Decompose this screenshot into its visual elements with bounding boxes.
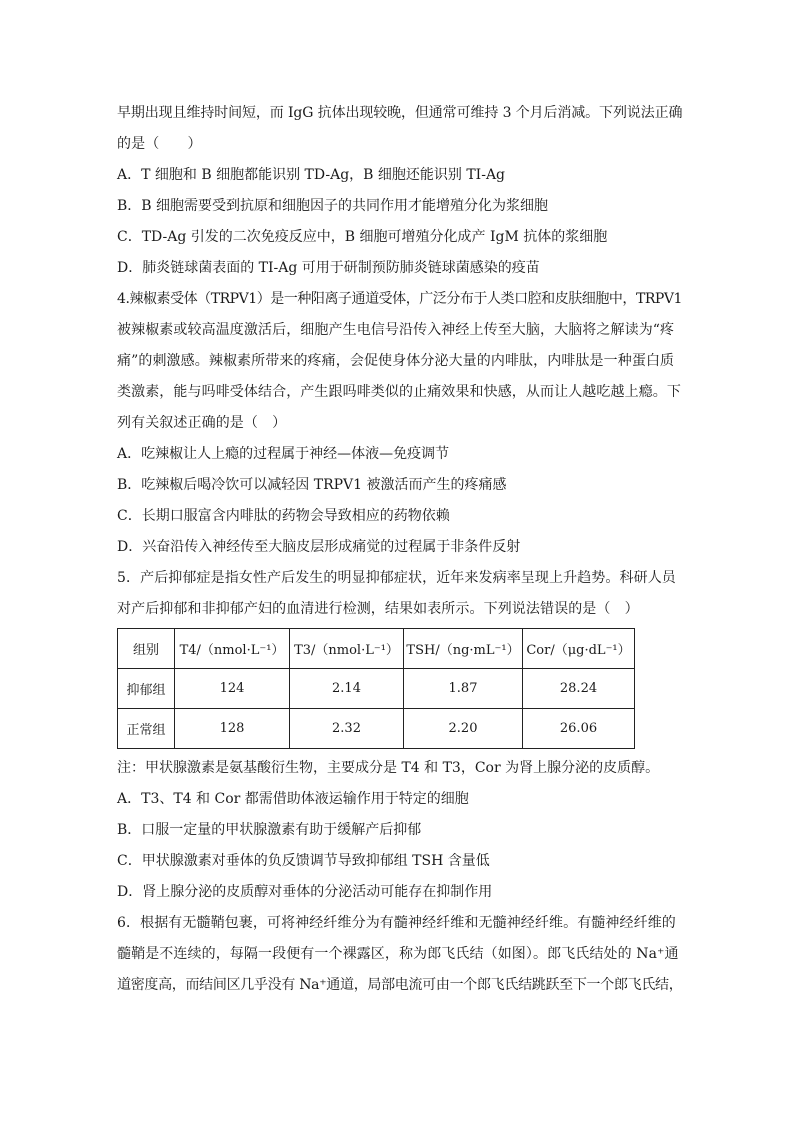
table-cell: 28.24: [523, 669, 635, 709]
q5-option-a: A．T3、T4 和 Cor 都需借助体液运输作用于特定的细胞: [117, 791, 469, 807]
table-cell: 2.14: [290, 669, 404, 709]
q4-option-c: C．长期口服富含内啡肽的药物会导致相应的药物依赖: [117, 508, 450, 524]
q4-stem-line-5: 列有关叙述正确的是（ ）: [117, 415, 287, 431]
q5-option-c: C．甲状腺激素对垂体的负反馈调节导致抑郁组 TSH 含量低: [117, 853, 490, 869]
q6-stem-line-3: 道密度高，而结间区几乎没有 Na⁺通道，局部电流可由一个郎飞氏结跳跃至下一个郎飞氏结，: [117, 977, 683, 993]
table-cell: 128: [175, 709, 290, 749]
q3-option-d: D．肺炎链球菌表面的 TI-Ag 可用于研制预防肺炎链球菌感染的疫苗: [117, 260, 540, 276]
table-header-cell: TSH/（ng·mL⁻¹）: [404, 629, 523, 669]
table-header-cell: T3/（nmol·L⁻¹）: [290, 629, 404, 669]
q3-option-a: A．T 细胞和 B 细胞都能识别 TD-Ag，B 细胞还能识别 TI-Ag: [117, 167, 506, 183]
q4-stem-line-2: 被辣椒素或较高温度激活后，细胞产生电信号沿传入神经上传至大脑，大脑将之解读为“疼: [117, 322, 675, 338]
table-cell: 124: [175, 669, 290, 709]
q4-option-a: A．吃辣椒让人上瘾的过程属于神经—体液—免疫调节: [117, 446, 450, 462]
q4-stem-line-1: 4.辣椒素受体（TRPV1）是一种阳离子通道受体，广泛分布于人类口腔和皮肤细胞中，TRPV1: [117, 291, 682, 307]
q3-stem-line-2: 的是（ ）: [117, 136, 202, 152]
question-6: [117, 908, 687, 1001]
q4-stem-line-4: 类激素，能与吗啡受体结合，产生跟吗啡类似的止痛效果和快感，从而让人越吃越上瘾。下: [117, 384, 681, 400]
q4-option-b: B．吃辣椒后喝冷饮可以减轻因 TRPV1 被激活而产生的疼痛感: [117, 477, 507, 493]
question-4: [117, 284, 687, 563]
table-header-row: [118, 629, 635, 669]
q6-stem-line-1: 6．根据有无髓鞘包裹，可将神经纤维分为有髓神经纤维和无髓神经纤维。有髓神经纤维的: [117, 915, 676, 931]
question-5: [117, 563, 687, 908]
q4-stem-line-3: 痛”的刺激感。辣椒素所带来的疼痛，会促使身体分泌大量的内啡肽，内啡肽是一种蛋白质: [117, 353, 675, 369]
q3-stem-line-1: 早期出现且维持时间短，而 IgG 抗体出现较晚，但通常可维持 3 个月后消减。下列说法正确: [117, 105, 683, 121]
q4-option-d: D．兴奋沿传入神经传至大脑皮层形成痛觉的过程属于非条件反射: [117, 539, 521, 555]
page-content: [117, 98, 687, 1001]
q5-option-b: B．口服一定量的甲状腺激素有助于缓解产后抑郁: [117, 822, 422, 838]
q6-stem-line-2: 髓鞘是不连续的，每隔一段便有一个裸露区，称为郎飞氏结（如图）。郎飞氏结处的 Na⁺通: [117, 946, 679, 962]
table-cell: 正常组: [118, 709, 175, 749]
table-header-cell: Cor/（μg·dL⁻¹）: [523, 629, 635, 669]
table-header-cell: T4/（nmol·L⁻¹）: [175, 629, 290, 669]
table-cell: 抑郁组: [118, 669, 175, 709]
q5-stem-line-2: 对产后抑郁和非抑郁产妇的血清进行检测，结果如表所示。下列说法错误的是（ ）: [117, 601, 639, 617]
table-cell: 2.20: [404, 709, 523, 749]
table-cell: 1.87: [404, 669, 523, 709]
q3-option-b: B．B 细胞需要受到抗原和细胞因子的共同作用才能增殖分化为浆细胞: [117, 198, 549, 214]
q5-stem-line-1: 5．产后抑郁症是指女性产后发生的明显抑郁症状，近年来发病率呈现上升趋势。科研人员: [117, 570, 676, 586]
q5-option-d: D．肾上腺分泌的皮质醇对垂体的分泌活动可能存在抑制作用: [117, 884, 493, 900]
q3-option-c: C．TD-Ag 引发的二次免疫反应中，B 细胞可增殖分化成产 IgM 抗体的浆细胞: [117, 229, 608, 245]
table-row: [118, 669, 635, 709]
question-3-tail: [117, 98, 687, 284]
table-header-cell: 组别: [118, 629, 175, 669]
table-row: [118, 709, 635, 749]
q5-table-note: 注：甲状腺激素是氨基酸衍生物，主要成分是 T4 和 T3，Cor 为肾上腺分泌的皮质醇。: [117, 760, 660, 776]
table-cell: 26.06: [523, 709, 635, 749]
table-cell: 2.32: [290, 709, 404, 749]
q5-data-table: [117, 628, 635, 749]
